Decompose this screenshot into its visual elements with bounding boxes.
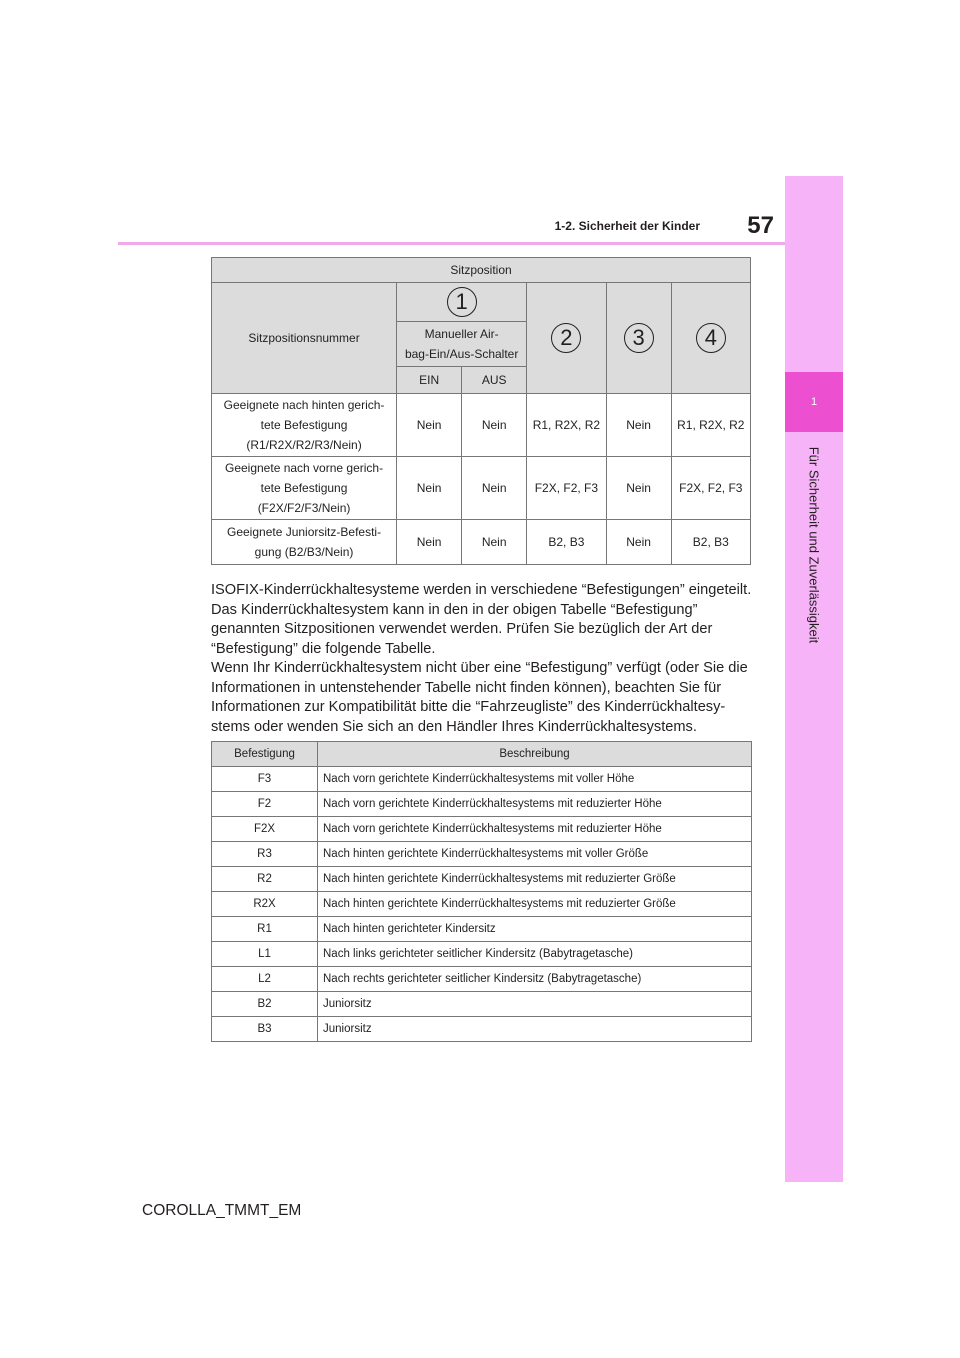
fixture-description: Juniorsitz xyxy=(318,992,752,1017)
fixture-code: R1 xyxy=(212,917,318,942)
table-cell: Nein xyxy=(462,394,527,457)
fixture-description: Nach hinten gerichtete Kinderrückhaltesystems mit reduzierter Größe xyxy=(318,867,752,892)
position-3-header xyxy=(606,283,671,394)
table-cell: R1, R2X, R2 xyxy=(671,394,750,457)
row-label-line: Geeignete Juniorsitz-Befesti- xyxy=(227,525,382,539)
row-label-line: (F2X/F2/F3/Nein) xyxy=(257,501,351,515)
table-row xyxy=(212,520,751,565)
row-label-line: tete Befestigung xyxy=(260,481,348,495)
row-label-line: tete Befestigung xyxy=(260,418,348,432)
row-label-line: (R1/R2X/R2/R3/Nein) xyxy=(246,438,362,452)
fixture-code: B3 xyxy=(212,1017,318,1042)
table-row xyxy=(212,892,752,917)
body-line: Wenn Ihr Kinderrückhaltesystem nicht über eine “Befestigung” verfügt (oder Sie die xyxy=(211,660,748,676)
table-cell: F2X, F2, F3 xyxy=(671,457,750,520)
fixture-description: Juniorsitz xyxy=(318,1017,752,1042)
fixture-code: F2 xyxy=(212,792,318,817)
seat-table-title: Sitzposition xyxy=(212,258,751,283)
section-title: 1-2. Sicherheit der Kinder xyxy=(554,219,700,233)
airbag-switch-header xyxy=(397,322,527,367)
body-line: Das Kinderrückhaltesystem kann in den in der obigen Tabelle “Befestigung” xyxy=(211,601,698,618)
table-row xyxy=(212,942,752,967)
position-3-badge: 3 xyxy=(624,323,654,353)
fixture-code: L2 xyxy=(212,967,318,992)
airbag-switch-line: bag-Ein/Aus-Schalter xyxy=(404,347,519,361)
position-4-header xyxy=(671,283,750,394)
body-line: ISOFIX-Kinderrückhaltesysteme werden in verschiedene “Befestigungen” eingeteilt. xyxy=(211,582,752,598)
body-line: genannten Sitzpositionen verwendet werden. Prüfen Sie bezüglich der Art der xyxy=(211,621,713,637)
table-row xyxy=(212,1017,752,1042)
table-cell: Nein xyxy=(462,520,527,565)
table-cell: Nein xyxy=(397,457,462,520)
fixture-code: L1 xyxy=(212,942,318,967)
table-cell: Nein xyxy=(397,394,462,457)
fixture-table xyxy=(211,741,752,1042)
table-row xyxy=(212,917,752,942)
table-cell: Nein xyxy=(462,457,527,520)
body-line: “Befestigung” die folgende Tabelle. xyxy=(211,640,436,657)
body-line: stems oder wenden Sie sich an den Händler Ihres Kinderrückhaltesystems. xyxy=(211,718,697,735)
fixture-code: F2X xyxy=(212,817,318,842)
chapter-number-badge[interactable]: 1 xyxy=(785,372,843,432)
table-row xyxy=(212,394,751,457)
row-label-line: Geeignete nach hinten gerich- xyxy=(223,398,385,412)
position-1-badge: 1 xyxy=(447,287,477,317)
airbag-switch-line: Manueller Air- xyxy=(424,327,499,341)
table-cell: Nein xyxy=(397,520,462,565)
fixture-code: F3 xyxy=(212,767,318,792)
table-cell: R1, R2X, R2 xyxy=(527,394,606,457)
header-rule xyxy=(118,242,785,245)
fixture-description: Nach vorn gerichtete Kinderrückhaltesystems mit reduzierter Höhe xyxy=(318,817,752,842)
table-cell: Nein xyxy=(606,457,671,520)
row-label xyxy=(212,457,397,520)
page-number: 57 xyxy=(747,212,774,239)
fixture-col-header: Befestigung xyxy=(212,742,318,767)
position-4-badge: 4 xyxy=(696,323,726,353)
table-cell: B2, B3 xyxy=(527,520,606,565)
fixture-code: R2 xyxy=(212,867,318,892)
fixture-description: Nach links gerichteter seitlicher Kindersitz (Babytragetasche) xyxy=(318,942,752,967)
table-row xyxy=(212,767,752,792)
table-cell: B2, B3 xyxy=(671,520,750,565)
switch-off-header: AUS xyxy=(462,367,527,394)
table-row xyxy=(212,867,752,892)
row-label xyxy=(212,520,397,565)
description-col-header: Beschreibung xyxy=(318,742,752,767)
fixture-description: Nach hinten gerichteter Kindersitz xyxy=(318,917,752,942)
switch-on-header: EIN xyxy=(397,367,462,394)
row-label xyxy=(212,394,397,457)
fixture-code: R3 xyxy=(212,842,318,867)
table-cell: Nein xyxy=(606,394,671,457)
table-row xyxy=(212,817,752,842)
body-line: Informationen zur Kompatibilität bitte die “Fahrzeugliste” des Kinderrückhaltesy- xyxy=(211,699,726,715)
position-2-header xyxy=(527,283,606,394)
fixture-code: B2 xyxy=(212,992,318,1017)
position-2-badge: 2 xyxy=(551,323,581,353)
table-row xyxy=(212,842,752,867)
table-row xyxy=(212,457,751,520)
body-line: Informationen in untenstehender Tabelle nicht finden können), beachten Sie für xyxy=(211,679,722,696)
fixture-description: Nach hinten gerichtete Kinderrückhaltesystems mit reduzierter Größe xyxy=(318,892,752,917)
table-row xyxy=(212,992,752,1017)
position-1-header xyxy=(397,283,527,322)
row-label-line: Geeignete nach vorne gerich- xyxy=(224,461,384,475)
body-paragraph xyxy=(211,581,771,737)
seat-position-table xyxy=(211,257,751,565)
document-footer: COROLLA_TMMT_EM xyxy=(142,1202,302,1219)
table-row xyxy=(212,792,752,817)
table-cell: Nein xyxy=(606,520,671,565)
chapter-title-vertical: Für Sicherheit und Zuverlässigkeit xyxy=(806,446,822,644)
fixture-description: Nach vorn gerichtete Kinderrückhaltesystems mit reduzierter Höhe xyxy=(318,792,752,817)
fixture-description: Nach hinten gerichtete Kinderrückhaltesystems mit voller Größe xyxy=(318,842,752,867)
fixture-description: Nach vorn gerichtete Kinderrückhaltesystems mit voller Höhe xyxy=(318,767,752,792)
chapter-side-tab xyxy=(785,176,843,1182)
table-cell: F2X, F2, F3 xyxy=(527,457,606,520)
fixture-description: Nach rechts gerichteter seitlicher Kindersitz (Babytragetasche) xyxy=(318,967,752,992)
table-row xyxy=(212,967,752,992)
fixture-code: R2X xyxy=(212,892,318,917)
seat-number-header: Sitzpositionsnummer xyxy=(212,283,397,394)
row-label-line: gung (B2/B3/Nein) xyxy=(254,545,354,559)
